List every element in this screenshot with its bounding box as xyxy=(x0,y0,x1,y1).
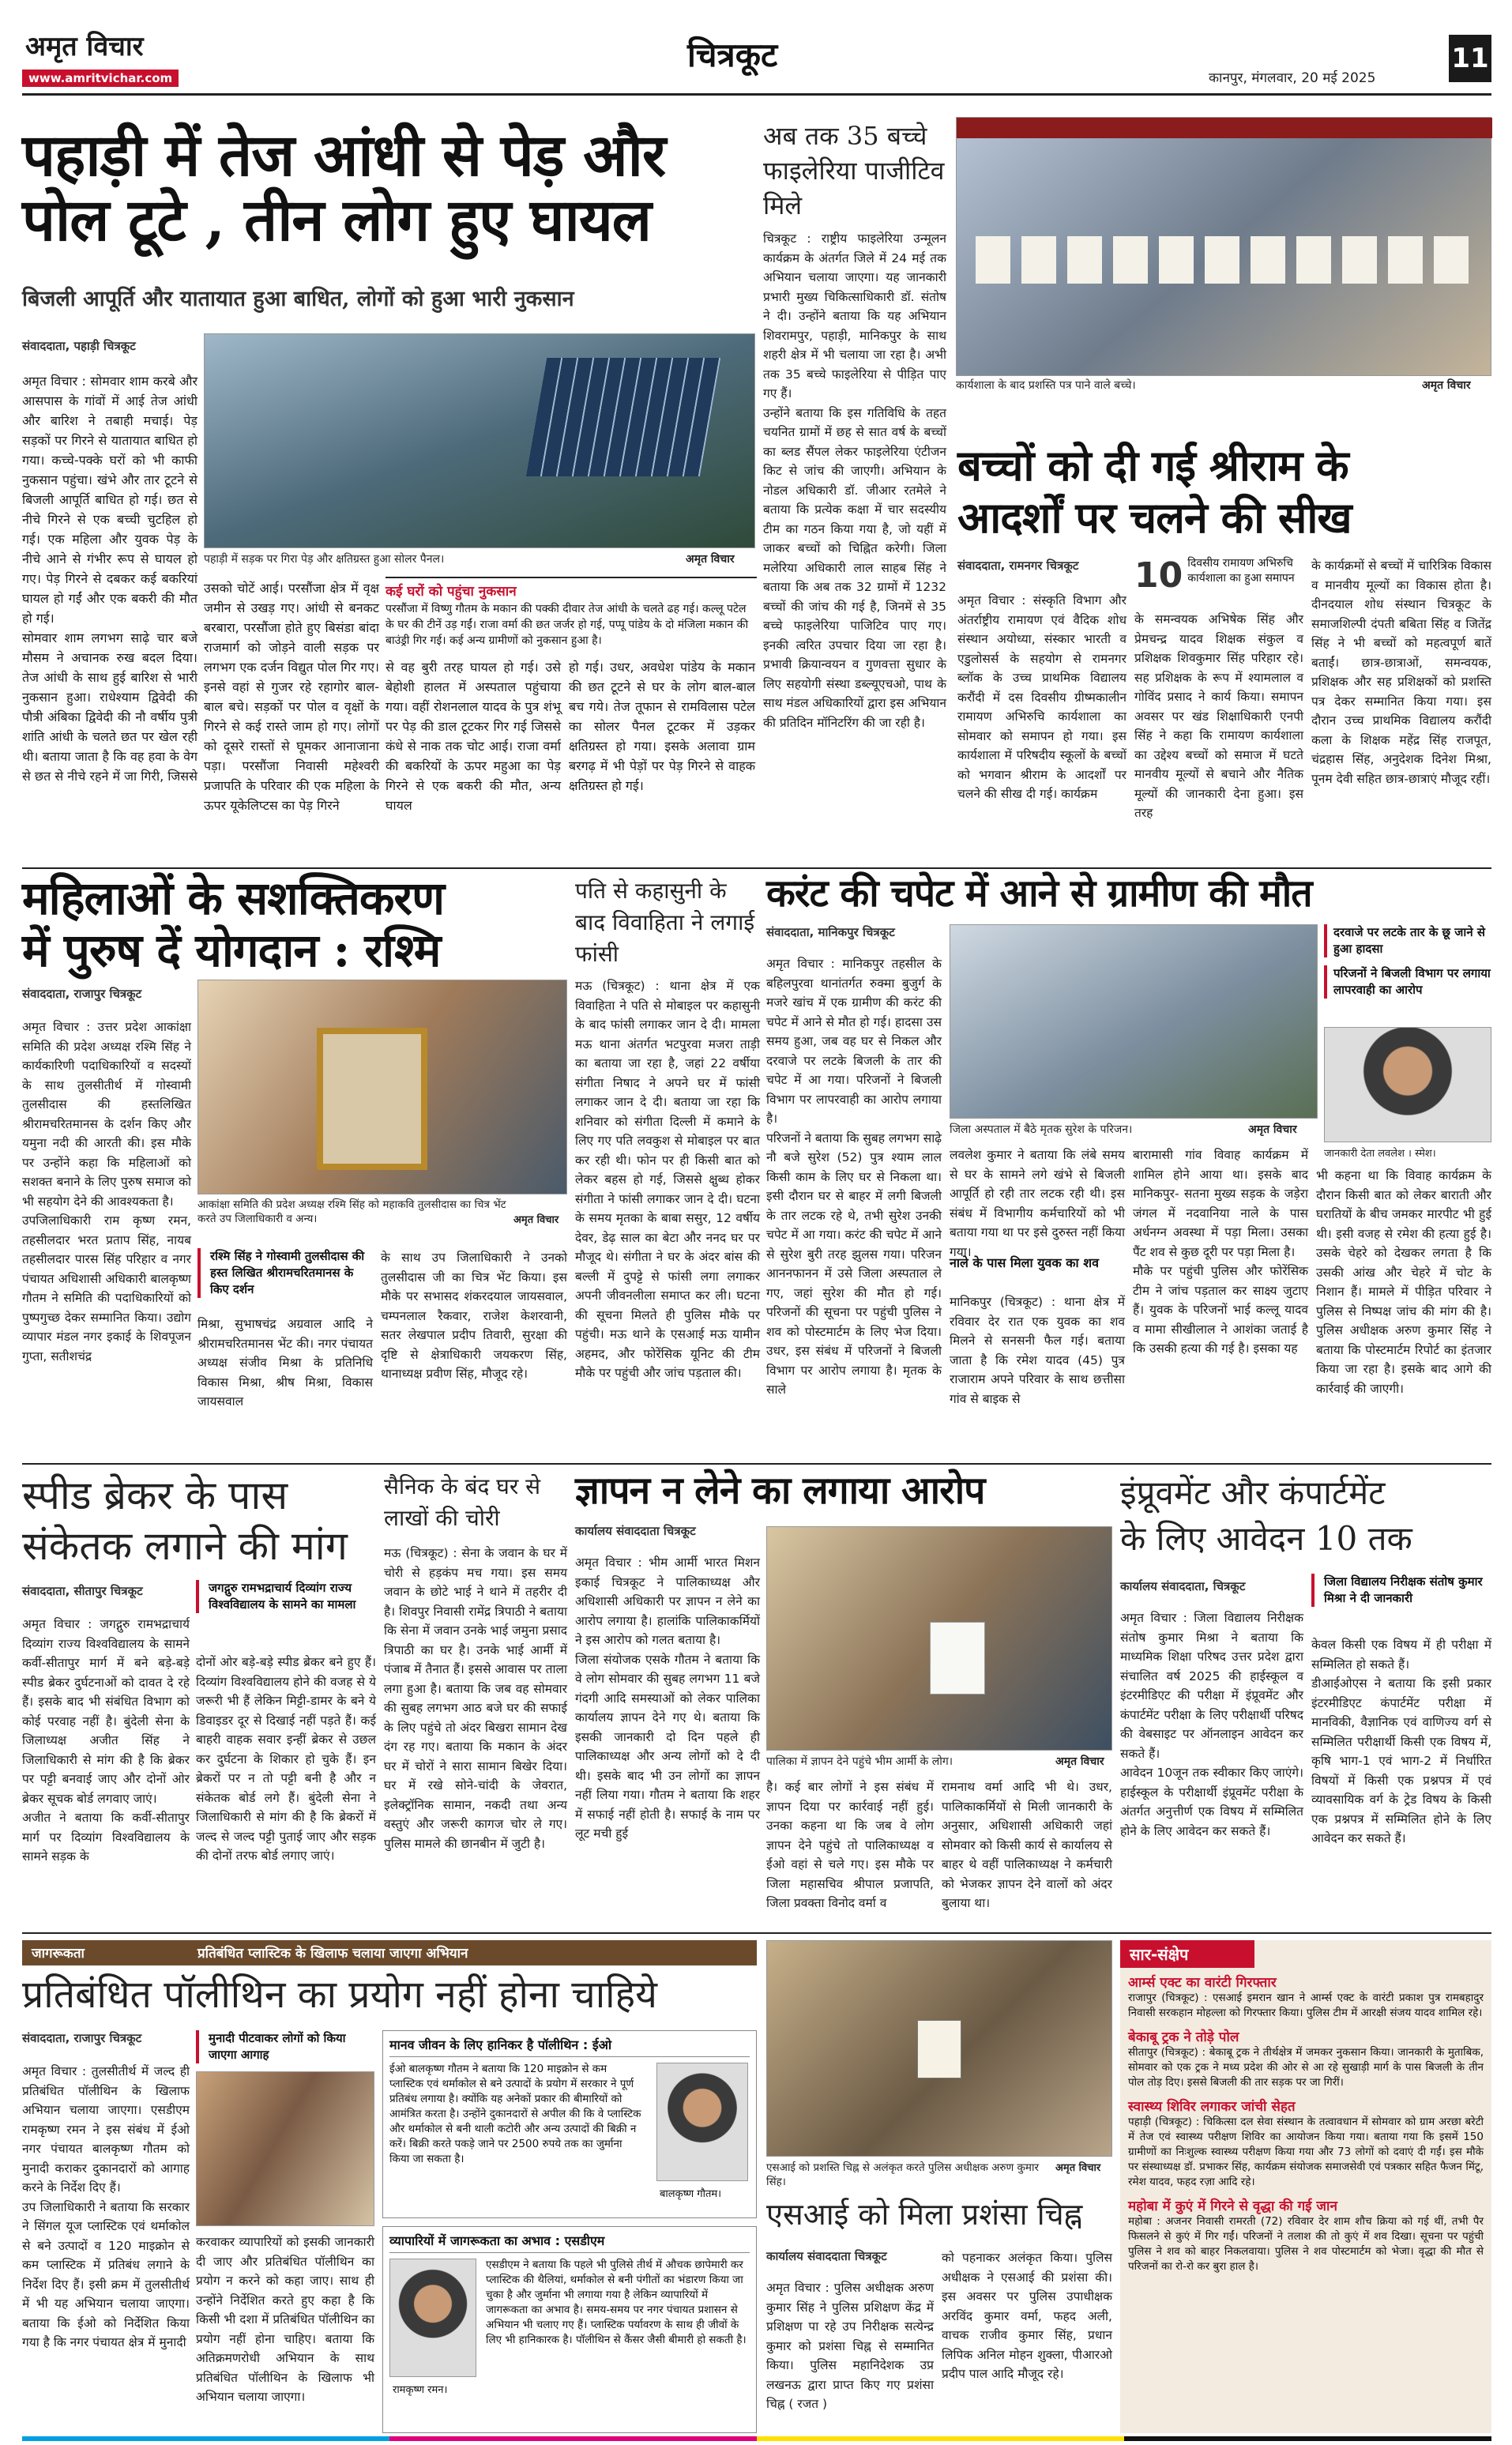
lead-column-2: उसको चोटें आई। परसौंजा क्षेत्र में वृक्ष जमीन से उखड़ गए। आंधी से बनकट बरबारा, परसौंजा होते हुए बिसंडा बांदा राजमार्ग को जोड़ने वाली सड़क पर लगभग एक दर्जन विद्युत पोल गिर गए। इनसे वहां से गुजर रहे रहागोर बाल-बाल बचे। सड़कों पर पोल व वृक्षों के गिरने से कई रास्ते जाम हो गए। लोगों को दूसरे रास्तों से घूमकर आनाजाना पड़ा। परसौंजा निवासी महेश्वरी प्रजापति के परिवार की एक महिला के ऊपर यूकेलिप्टस का पेड़ गिरने xyxy=(204,581,379,813)
memo-column-3: रामनाथ वर्मा आदि भी थे। उधर, पालिकाकर्मियों से मिली जानकारी के अनुसार, अधिशासी अधिकारी जहां सोमवार को किसी कार्य से कार्यालय से बाहर थे वहीं पालिकाध्यक्ष ने कर्मचारी को भेजकर ज्ञापन देने वालों को अंदर बुलाया था। xyxy=(942,1780,1112,1910)
current-column-2b: मानिकपुर (चित्रकूट) : थाना क्षेत्र में रविवार देर रात एक युवक का शव मिलने से सनसनी फैल गई। बताया जाता है कि रमेश यादव (45) पुत्र राजाराम अपने परिवार के साथ छत्तीसा गांव से बाइक से xyxy=(950,1295,1125,1406)
current-headline: करंट की चपेट में आने से ग्रामीण की मौत xyxy=(766,871,1312,916)
polythene-column-1: अमृत विचार : तुलसीतीर्थ में जल्द ही प्रतिबंधित पॉलीथिन के खिलाफ अभियान चलाया जाएगा। एसडीएम रामकृष्ण रमन ने इस संबंध में ईओ नगर पंचायत बालकृष्ण गौतम को मुनादी कराकर दुकानदारों को आगाह करने के निर्देश दिए हैं। उप जिलाधिकारी ने बताया कि सरकार ने सिंगल यूज प्लास्टिक एवं थर्माकोल से बने उत्पादों व 120 माइक्रोन से कम प्लास्टिक में प्रतिबंध लगाने के निर्देश दिए हैं। इसी क्रम में तुलसीतीर्थ में भी यह अभियान चलाया जाएगा। बताया कि ईओ को निर्देशित किया गया है कि नगर पंचायत क्षेत्र में मुनादी xyxy=(22,2064,190,2349)
shriram-tag xyxy=(1134,556,1303,604)
filaria-text: चित्रकूट : राष्ट्रीय फाइलेरिया उन्मूलन कार्यक्रम के अंतर्गत जिले में 24 मई तक अभियान चलाया जाएगा। यह जानकारी प्रभारी मुख्य चिकित्साधिकारी डॉ. संतोष ने दी। उन्होंने बताया कि यह अभियान शिवरामपुर, पहाड़ी, मानिकपुर के साथ शहरी क्षेत्र में भी चलाया जा रहा है। अभी तक 35 बच्चे फाइलेरिया से पीड़ित पाए गए हैं। उन्होंने बताया कि इस गतिविधि के तहत चयनित ग्रामों में छह से सात वर्ष के बच्चों का ब्लड सैंपल लेकर फाइलेरिया एंटीजन किट से जांच की जाएगी। अभियान के नोडल अधिकारी डॉ. जीआर रतमेले ने बताया कि प्रत्येक कक्षा में चार सदस्यीय टीम का गठन किया गया है, जो यहीं में जाकर बच्चों को चिह्नित करेगी। जिला मलेरिया अधिकारी लाल साहब सिंह ने बताया कि अब तक 32 ग्रामों में 1232 बच्चों की जांच की गई है, जिनमें से 35 बच्चे फाइलेरिया पाजिटिव पाए गए। इनकी त्वरित उपचार दिया जा रहा है। प्रभावी क्रियान्वयन व गुणवत्ता सुधार के लिए सहयोगी संस्था डब्ल्यूएचओ, पाथ के साथ मंडल अधिकारियों द्वारा इस अभियान की प्रतिदिन मॉनिटरिंग की जा रही है। xyxy=(763,231,946,730)
shriram-tag-number: 10 xyxy=(1134,555,1183,596)
memo-column-1: अमृत विचार : भीम आर्मी भारत मिशन इकाई चित्रकूट ने पालिकाध्यक्ष और अधिशासी अधिकारी पर ज्ञापन न लेने का आरोप लगाया है। हालांकि पालिकाकर्मियों ने इस आरोप को गलत बताया है। जिला संयोजक एसके गौतम ने बताया कि वे लोग सोमवार की सुबह लगभग 11 बजे गंदगी आदि समस्याओं को लेकर पालिका कार्यालय ज्ञापन देने गए थे। बताया कि इसकी जानकारी दो दिन पहले ही पालिकाध्यक्ष और अन्य लोगों को दे दी थी। इसके बाद भी उन लोगों का ज्ञापन नहीं लिया गया। गौतम ने बताया कि शहर में सफाई नहीं होती है। सफाई के नाम पर लूट मची हुई xyxy=(575,1555,760,1841)
polythene-quote-1 xyxy=(382,2030,757,2218)
filaria-headline: अब तक 35 बच्चे फाइलेरिया पाजीटिव मिले xyxy=(763,121,945,220)
briefs-panel xyxy=(1120,1940,1491,2433)
shriram-photo-caption: कार्यशाला के बाद प्रशस्ति पत्र पाने वाले बच्चे। xyxy=(956,378,1335,393)
current-bullets xyxy=(1324,924,1491,999)
shriram-photo xyxy=(956,117,1491,376)
shriram-column-3: के कार्यक्रमों से बच्चों में चारित्रिक विकास व मानवीय मूल्यों का विकास होता है। दीनदयाल शोध संस्थान चित्रकूट के समाजशिल्पी दंपती बबिता सिंह व जितेंद्र सिंह ने भी बच्चों को महत्वपूर्ण बातें बताईं। छात्र-छात्राओं, समन्वयक, प्रशिक्षक और सह प्रशिक्षकों को प्रशस्ति पत्र देकर सम्मानित किया गया। इस दौरान उच्च प्राथमिक विद्यालय करौंदी कला के शिक्षक महेंद्र सिंह राजपूत, चंद्रहास सिंह, अनुदेशक दिनेश मिश्रा, पूनम देवी सहित छात्र-छात्राएं मौजूद रहीं। xyxy=(1311,559,1491,786)
brand-logo: अमृत विचार xyxy=(25,31,144,62)
brief-text: सीतापुर (चित्रकूट) : बेकाबू ट्रक ने तीर्थक्षेत्र में जमकर नुकसान किया। जानकारी के मुताबिक, सोमवार को एक ट्रक ने मध्य प्रदेश की ओर से आ रहे सुखाड़ी मार्ग के पास बिजली के तीन पोल तोड़ दिए। इससे बिजली की तार सड़क पर जा गिरीं। xyxy=(1128,2046,1484,2089)
quote-1-text: ईओ बालकृष्ण गौतम ने बताया कि 120 माइक्रोन से कम प्लास्टिक एवं थर्माकोल से बने उत्पादों के प्रयोग में सरकार ने पूर्ण प्रतिबंध लगाया है। क्योंकि यह अनेकों प्रकार की बीमारियों को आमंत्रित करता है। उन्होंने दुकानदारों से अपील की कि वे प्लास्टिक और थर्माकोल से बनी थाली कटोरी और अन्य उत्पादों की बिक्री न करें। बिक्री करते पकड़े जाने पर 2500 रुपये तक का जुर्माना किया जा सकता है। xyxy=(389,2063,641,2165)
polythene-byline: संवाददाता, राजापुर चित्रकूट xyxy=(22,2031,142,2045)
brief-item xyxy=(1128,2097,1484,2190)
improvement-headline-line-1: इंप्रूवमेंट और कंपार्टमेंट xyxy=(1120,1473,1386,1512)
si-photo xyxy=(766,1940,1112,2157)
polythene-headline: प्रतिबंधित पॉलीथिन का प्रयोग नहीं होना चाहिये xyxy=(22,1973,657,2017)
shriram-tag-text: दिवसीय रामायण अभिरुचि कार्यशाला का हुआ समापन xyxy=(1187,557,1295,585)
page-number: 11 xyxy=(1449,35,1491,82)
speed-column-2: दोनों ओर बड़े-बड़े स्पीड ब्रेकर बने हुए हैं। दिव्यांग विश्वविद्यालय होने की वजह से ये जरूरी भी हैं लेकिन मिट्टी-डामर के बने ये डिवाइडर दूर से दिखाई नहीं पड़ते हैं। कई बाहरी वाहक सवार इन्हीं ब्रेकर से उछल कर दुर्घटना के शिकार हो चुके हैं। इन ब्रेकरों पर न तो पट्टी बनी है और न संकेतक बोर्ड लगे हैं। बुंदेली सेना ने जिलाधिकारी से मांग की है कि ब्रेकरों में जल्द से जल्द पट्टी पुताई जाए और सड़क की दोनों तरफ बोर्ड लगाए जाएं। xyxy=(196,1655,376,1863)
brief-title: महोबा में कुएं में गिरने से वृद्धा की गई जान xyxy=(1128,2199,1337,2214)
lead-subhead: बिजली आपूर्ति और यातायात हुआ बाधित, लोगों को हुआ भारी नुकसान xyxy=(22,287,574,311)
speed-headline-line-2: संकेतक लगाने की मांग xyxy=(22,1523,348,1569)
dowry-headline: पति से कहासुनी के बाद विवाहिता ने लगाई फांसी xyxy=(575,878,755,967)
current-column-3: बारामासी गांव विवाह कार्यक्रम में शामिल होने आया था। इसके बाद मानिकपुर- सतना मुख्य सड़क के जड़ेरा जंगल में नदवानिया नाले के पास अर्धनग्न अवस्था में पड़ा मिला। उसका पैंट शव से कुछ दूरी पर पड़ा मिला है। मौके पर पहुंची पुलिस और फोरेंसिक टीम ने जांच पड़ताल कर साक्ष्य जुटाए हैं। युवक के परिजनों भाई कल्लू यादव व मामा सीखीलाल ने आशंका जताई है कि उसकी हत्या की गई है। इसका यह xyxy=(1133,1148,1308,1356)
women-headline-line-2: में पुरुष दें योगदान : रश्मि xyxy=(22,923,441,977)
memo-byline: कार्यालय संवाददाता चित्रकूट xyxy=(575,1524,696,1538)
solar-panel-shape xyxy=(526,358,720,476)
brief-item xyxy=(1128,2027,1484,2090)
current-column-2: लवलेश कुमार ने बताया कि लंबे समय से घर के सामने लगे खंभे से बिजली आपूर्ति हो रही तार लटक रही थी। इस संबंध में विभागीय कर्मचारियों को भी बताया गया था पर इसे दुरुस्त नहीं किया गया। xyxy=(950,1148,1125,1259)
section-rule-1 xyxy=(22,867,1491,869)
current-bullet-1: दरवाजे पर लटके तार के छू जाने से हुआ हादसा xyxy=(1324,924,1491,957)
quote-2-text: एसडीएम ने बताया कि पहले भी पुलिसे तीर्थ में औचक छापेमारी कर प्लास्टिक की थैलियां, थर्माकोल से बनी पंगीतों का भंडारण किया जा चुका है और जुर्माना भी लगाया गया है लेकिन व्यापारियों में जागरूकता का अभाव है। समय-समय पर नगर पंचायत प्रशासन से अभियान भी चलाए गए हैं। प्लास्टिक पर्यावरण के साथ ही जीवों के लिए भी हानिकारक है। पॉलीथिन से कैंसर जैसी बीमारी हो सकती है। xyxy=(486,2259,747,2346)
lead-column-3: से वह बुरी तरह घायल हो गई। उसे बेहोशी हालत में अस्पताल पहुंचाया गया। वहीं रोशनलाल यादव के पुत्र शंभू पर पेड़ की डाल टूटकर गिर गई जिससे कंधे से नाक तक चोट आई। राजा वर्मा की बकरियों के ऊपर महुआ का पेड़ गिरने से एक बकरी की मौत, अन्य घायल xyxy=(386,660,561,813)
quote-1-portrait xyxy=(656,2063,748,2181)
memo-photo-credit: अमृत विचार xyxy=(1055,1755,1104,1768)
brief-text: पहाड़ी (चित्रकूट) : चिकित्सा दल सेवा संस्थान के तत्वावधान में सोमवार को ग्राम अरछा बरेटी में तेज एवं स्वास्थ्य परीक्षण शिविर का आयोजन किया गया। बताया गया कि इसमें 150 ग्रामीणों का निःशुल्क स्वास्थ्य परीक्षण किया गया और 73 लोगों को दवाएं दी गईं। इस मौके पर संस्थाध्यक्ष डॉ. प्रभाकर सिंह, कार्यक्रम संयोजक समाजसेवी एवं पत्रकार सहित फैजन मिंटू, रमेश यादव, फहद रज़ा आदि रहे। xyxy=(1128,2116,1484,2188)
quote-2-title: व्यापारियों में जागरूकता का अभाव : एसडीएम xyxy=(389,2232,750,2253)
portrait-frame xyxy=(317,1028,427,1170)
brief-text: महोबा : अजनर निवासी रामरती (72) रविवार देर शाम शौच क्रिया को गई थीं, तभी पैर फिसलने से कुएं में गिर गईं। परिजनों ने तलाश की तो कुएं में शव दिखा। सूचना पर पहुंची पुलिस ने शव को बाहर निकलवाया। पुलिस ने शव पोस्टमार्टम को भेजा। वृद्धा की मौत से परिजनों का रो-रो कर बुरा हाल है। xyxy=(1128,2215,1484,2273)
lead-column-1: अमृत विचार : सोमवार शाम करबे और आसपास के गांवों में आई तेज आंधी और बारिश ने तबाही मचाई। पेड़ सड़कों पर गिरने से यातायात बाधित हो गया। कच्चे-पक्के घरों को भी काफी नुकसान पहुंचा। खंभे और तार टूटने से बिजली आपूर्ति बाधित हो गई। छत से नीचे गिरने से एक बच्ची चुटहिल हो गई। एक महिला और युवक पेड़ के नीचे आने से गंभीर रूप से घायल हो गए। पेड़ गिरने से दबकर कई बकरियां घायल हो गईं और एक बकरी की मौत हो गई। सोमवार शाम लगभग साढ़े चार बजे मौसम ने अचानक रुख बदल दिया। तेज आंधी के साथ हुई बारिश से भारी नुकसान हुआ। राधेश्याम द्विवेदी की पौत्री अंबिका द्विवेदी की नौ वर्षीय पुत्री शांति आंधी के चलते छत पर खेल रही थी। बताया जाता है कि वह हवा के वेग से छत से नीचे रहने में जा गिरी, जिससे xyxy=(22,374,197,784)
speed-side-title: जगद्गुरु रामभद्राचार्य दिव्यांग राज्य विश्वविद्यालय के सामने का मामला xyxy=(196,1580,376,1613)
women-byline: संवाददाता, राजापुर चित्रकूट xyxy=(22,987,142,1001)
improvement-byline: कार्यालय संवाददाता, चित्रकूट xyxy=(1120,1579,1246,1593)
speed-byline: संवाददाता, सीतापुर चित्रकूट xyxy=(22,1584,143,1598)
current-bullet-2: परिजनों ने बिजली विभाग पर लगाया लापरवाही का आरोप xyxy=(1324,965,1491,999)
women-side-title: रश्मि सिंह ने गोस्वामी तुलसीदास की हस्त लिखित श्रीरामचरितमानस के किए दर्शन xyxy=(197,1248,373,1298)
si-photo-caption: एसआई को प्रशस्ति चिह्न से अलंकृत करते पुलिस अधीक्षक अरुण कुमार सिंह। xyxy=(766,2160,1051,2188)
lead-box-text: परसौंजा में विष्णु गौतम के मकान की पक्की दीवार तेज आंधी के चलते ढह गई। कल्लू पटेल के घर की टीनें उड़ गईं। राजा वर्मा की छत जर्जर हो गई, पप्पू पांडेय के दो मंजिला मकान की बाउंड्री गिर गई। कई अन्य ग्रामीणों को नुकसान हुआ है। xyxy=(386,603,749,647)
dateline: कानपुर, मंगलवार, 20 मई 2025 xyxy=(1209,70,1376,86)
brief-item xyxy=(1128,1973,1484,2021)
women-photo-credit: अमृत विचार xyxy=(513,1212,559,1226)
polythene-tag: जागरूकता xyxy=(32,1946,85,1962)
lead-box xyxy=(386,577,757,648)
lead-box-title: कई घरों को पहुंचा नुकसान xyxy=(386,584,517,600)
current-inset-photo xyxy=(1324,1027,1491,1142)
lead-column-4: हो गई। उधर, अवधेश पांडेय के मकान की छत टूटने से घर के लोग बाल-बाल बच गये। तेज तूफान से रामविलास पटेल का सोलर पैनल टूटकर में उड़कर क्षतिग्रस्त हो गया। इसके अलावा ग्राम बरगढ़ में भी पेड़ों पर पेड़ गिरने से वाहक क्षतिग्रस्त हो गई। xyxy=(569,660,755,793)
section-rule-3 xyxy=(22,1932,1491,1934)
women-column-2: मिश्रा, सुभाषचंद्र अग्रवाल आदि ने श्रीरामचरितमानस भेंट की। नगर पंचायत अध्यक्ष संजीव मिश्रा के प्रतिनिधि विकास मिश्रा, श्रीष मिश्रा, विकास जायसवाल xyxy=(197,1317,373,1409)
women-column-1: अमृत विचार : उत्तर प्रदेश आकांक्षा समिति की प्रदेश अध्यक्ष रश्मि सिंह ने कार्यकारिणी पदाधिकारियों व सदस्यों के साथ तुलसीतीर्थ में गोस्वामी तुलसीदास की हस्तलिखित श्रीरामचरितमानस के दर्शन किए और यमुना नदी की आरती की। इस मौके पर उन्होंने कहा कि महिलाओं को सशक्त बनाने के लिए पुरुष समाज को भी सहयोग देने की आवश्यकता है। उपजिलाधिकारी राम कृष्ण रमन, तहसीलदार भरत प्रताप सिंह, नायब तहसीलदार पारस सिंह परिहार व नगर पंचायत अधिशासी अधिकारी बालकृष्ण गौतम ने समिति की पदाधिकारियों को पुष्पगुच्छ देकर सम्मानित किया। उद्योग व्यापार मंडल नगर इकाई के शिवपूजन गुप्ता, सतीशचंद्र xyxy=(22,1020,191,1364)
si-byline: कार्यालय संवाददाता चित्रकूट xyxy=(766,2249,887,2263)
school-banner xyxy=(957,118,1492,138)
polythene-quote-2 xyxy=(382,2226,757,2433)
masthead-rule xyxy=(22,93,1491,96)
theft-text: मऊ (चित्रकूट) : सेना के जवान के घर में चोरी से हड़कंप मच गया। इस समय जवान के छोटे भाई ने थाने में तहरीर दी है। शिवपुर निवासी रामेंद्र त्रिपाठी ने बताया कि सेना में जवान उनके भाई जमुना प्रसाद त्रिपाठी का घर है। उनके भाई आर्मी में पंजाब में तैनात हैं। इससे आवास पर ताला लगा हुआ है। बताया कि जब वह सोमवार की सुबह लगभग आठ बजे घर की सफाई के लिए पहुंचे तो अंदर बिखरा सामान देख दंग रह गए। बताया कि मकान के अंदर घर में चोरों ने सारा सामान बिखेर दिया। घर में रखे सोने-चांदी के जेवरात, इलेक्ट्रॉनिक सामान, नकदी तथा अन्य वस्तुएं और जरूरी कागज चोर ले गए। पुलिस मामले की छानबीन में जुटी है। xyxy=(384,1546,567,1851)
briefs-title: सार-संक्षेप xyxy=(1120,1940,1254,1968)
shriram-column-2: के समन्वयक अभिषेक सिंह और प्रेमचन्द्र यादव शिक्षक संकुल व प्रशिक्षक शिवकुमार सिंह परिहार रहे। सह प्रशिक्षक के रूप में श्यामलाल व गोविंद प्रसाद ने कार्य किया। समापन अवसर पर खंड शिक्षाधिकारी एनपी सिंह ने कहा कि रामायण कार्यशाला का उद्देश्य बच्चों को समाज में घटते मानवीय मूल्यों से बचाने और नैतिक मूल्यों की जानकारी देना हुआ। इस तरह xyxy=(1134,612,1303,820)
quote-1-caption: बालकृष्ण गौतम। xyxy=(660,2188,722,2200)
brand-website[interactable]: www.amritvichar.com xyxy=(22,70,179,87)
certificate-row xyxy=(976,236,1473,284)
women-photo-caption: आकांक्षा समिति की प्रदेश अध्यक्ष रश्मि सिंह को महाकवि तुलसीदास का चित्र भेंट करते उप जिलाधिकारी व अन्य। xyxy=(197,1198,513,1226)
brief-title: स्वास्थ्य शिविर लगाकर जांची सेहत xyxy=(1128,2099,1296,2115)
si-headline: एसआई को मिला प्रशंसा चिह्न xyxy=(766,2197,1083,2232)
women-headline-line-1: महिलाओं के सशक्तिकरण xyxy=(22,871,445,925)
current-inset-caption: जानकारी देता लवलेश । स्मेश। xyxy=(1324,1145,1491,1160)
quote-1-title: मानव जीवन के लिए हानिकर है पॉलीथिन : ईओ xyxy=(389,2036,750,2057)
current-column-1: अमृत विचार : मानिकपुर तहसील के बहिलपुरवा थानांतर्गत रुक्मा बुजुर्ग के मजरे खांच में एक ग्रामीण की करंट की चपेट में आने से मौत हो गई। हादसा उस समय हुआ, जब वह घर से निकल और दरवाजे पर लटके बिजली के तार की चपेट में आ गया। परिजनों ने बिजली विभाग पर लापरवाही का आरोप लगाया है। परिजनों ने बताया कि सुबह लगभग साढ़े नौ बजे सुरेश (52) पुत्र श्याम लाल किसी काम के लिए घर से निकला था। इसी दौरान घर से बाहर में लगी बिजली के तार लटक रहे थे, तभी सुरेश उनकी चपेट में आ गया। करंट की चपेट में आने से सुरेश बुरी तरह झुलस गया। परिजन आननफानन में उसे जिला अस्पताल ले गए, जहां सुरेश की मौत हो गई। परिजनों की सूचना पर पहुंची पुलिस ने शव को पोस्टमार्टम के लिए भेज दिया। उधर, इस संबंध में परिजनों ने बिजली विभाग पर आरोप लगाया है। मृतक के साले xyxy=(766,957,942,1397)
memo-document xyxy=(930,1622,985,1695)
dowry-text: मऊ (चित्रकूट) : थाना क्षेत्र में एक विवाहिता ने पति से मोबाइल पर कहासुनी के बाद फांसी लगाकर जान दे दी। मामला मऊ थाना अंतर्गत भटपुरवा मजरा ताड़ी का बताया जा रहा है, जहां 22 वर्षीया संगीता निषाद ने अपने घर में फांसी लगाकर जान दे दी। बताया जा रहा कि शनिवार को संगीता दिल्ली में कमाने के लिए गए पति लवकुश से मोबाइल पर बात कर रही थी। फोन पर ही किसी बात को लेकर बहस हो गई, जिससे क्षुब्ध होकर संगीता ने फांसी लगाकर जान दे दी। घटना के समय मृतका के बाबा ससुर, 12 वर्षीय देवर, डेढ़ साल का बेटा और ननद घर पर मौजूद थे। संगीता ने घर के अंदर बांस की बल्ली में दुपट्टे से फांसी लगा लगाकर अपनी जीवनलीला समाप्त कर ली। घटना की सूचना मिलते ही पुलिस मौके पर पहुंची। मऊ थाने के एसआई मऊ यामीन अहमद, और फोरेंसिक यूनिट की टीम मौके पर पहुंची और जांच पड़ताल की। xyxy=(575,979,760,1380)
polythene-column-2: करवाकर व्यापारियों को इसकी जानकारी दी जाए और प्रतिबंधित पॉलीथिन का प्रयोग न करने को कहा जाए। साथ ही उन्होंने निर्देशित करते हुए कहा है कि किसी भी दशा में प्रतिबंधित पॉलीथिन का प्रयोग नहीं होना चाहिए। बताया कि अतिक्रमणरोधी अभियान के साथ प्रतिबंधित पॉलीथिन के खिलाफ भी अभियान चलाया जाएगा। xyxy=(196,2235,374,2404)
shriram-headline-line-2: आदर्शों पर चलने की सीख xyxy=(957,492,1352,543)
theft-headline: सैनिक के बंद घर से लाखों की चोरी xyxy=(384,1473,541,1531)
current-subhead: नाले के पास मिला युवक का शव xyxy=(950,1255,1100,1270)
shriram-byline: संवाददाता, रामनगर चित्रकूट xyxy=(957,559,1079,573)
memo-headline: ज्ञापन न लेने का लगाया आरोप xyxy=(575,1469,985,1513)
current-photo-caption: जिला अस्पताल में बैठे मृतक सुरेश के परिजन। xyxy=(950,1122,1234,1137)
women-column-3: के साथ उप जिलाधिकारी ने उनको तुलसीदास जी का चित्र भेंट किया। इस मौके पर सभासद शंकरदयाल जायसवाल, चम्पनलाल रैकवार, राजेश केशरवानी, सतर लेखपाल प्रदीप तिवारी, सुरक्षा की दृष्टि से क्षेत्राधिकारी जयकरण सिंह, थानाध्यक्ष प्रवीण सिंह, मौजूद रहे। xyxy=(381,1251,567,1381)
current-photo-credit: अमृत विचार xyxy=(1248,1123,1297,1136)
improvement-column-1: अमृत विचार : जिला विद्यालय निरीक्षक संतोष कुमार मिश्रा ने बताया कि माध्यमिक शिक्षा परिषद उत्तर प्रदेश द्वारा संचालित वर्ष 2025 की हाईस्कूल व इंटरमीडिएट की परीक्षा में इंप्रूवमेंट और कंपार्टमेंट परीक्षा के लिए परीक्षार्थी परिषद की वेबसाइट पर ऑनलाइन आवेदन कर सकते हैं। आवेदन 10जून तक स्वीकार किए जाएंगे। हाईस्कूल के परीक्षार्थी इंप्रूवमेंट परीक्षा के अंतर्गत अनुत्तीर्ण एक विषय में सम्मिलित होने के लिए आवेदन कर सकते हैं। xyxy=(1120,1611,1303,1838)
speed-column-1: अमृत विचार : जगद्गुरु रामभद्राचार्य दिव्यांग राज्य विश्वविद्यालय के सामने कर्वी-सीतापुर मार्ग में बने बड़े-बड़े स्पीड ब्रेकर दुर्घटनाओं को दावत दे रहे हैं। इसके बाद भी संबंधित विभाग को कोई परवाह नहीं है। बुंदेली सेना के जिलाध्यक्ष अजीत सिंह ने जिलाधिकारी से मांग की है कि ब्रेकर पर पट्टी बनवाई जाए और दोनों ओर ब्रेकर सूचक बोर्ड लगवाए जाएं। अजीत ने बताया कि कर्वी-सीतापुर मार्ग पर दिव्यांग विश्वविद्यालय के सामने सड़क के xyxy=(22,1617,190,1864)
memo-photo xyxy=(766,1526,1112,1751)
memo-photo-caption: पालिका में ज्ञापन देने पहुंचे भीम आर्मी के लोग। xyxy=(766,1754,1019,1769)
current-byline: संवाददाता, मानिकपुर चित्रकूट xyxy=(766,925,895,939)
improvement-headline-line-2: के लिए आवेदन 10 तक xyxy=(1120,1519,1412,1558)
si-column-1: अमृत विचार : पुलिस अधीक्षक अरुण कुमार सिंह ने पुलिस प्रशिक्षण केंद्र में प्रशिक्षण पा रहे उप निरीक्षक सत्येन्द्र कुमार को प्रशंसा चिह्न से सम्मानित किया। पुलिस महानिदेशक उप्र लखनऊ द्वारा प्राप्त किए गए प्रशंसा चिह्न ( रजत ) xyxy=(766,2281,934,2411)
memo-column-2: है। कई बार लोगों ने इस संबंध में ज्ञापन दिया पर कार्रवाई नहीं हुई। उनका कहना था कि जब वे लोग ज्ञापन देने पहुंचे तो पालिकाध्यक्ष व ईओ वहां से चले गए। इस मौके पर जिला महासचिव श्रीपाल प्रजापति, जिला प्रवक्ता विनोद वर्मा व xyxy=(766,1780,934,1910)
speed-headline-line-1: स्पीड ब्रेकर के पास xyxy=(22,1473,288,1518)
improvement-side-title: जिला विद्यालय निरीक्षक संतोष कुमार मिश्रा ने दी जानकारी xyxy=(1311,1574,1491,1607)
shriram-headline-line-1: बच्चों को दी गई श्रीराम के xyxy=(957,440,1348,491)
lead-byline: संवाददाता, पहाड़ी चित्रकूट xyxy=(22,339,136,353)
lead-photo-caption: पहाड़ी में सड़क पर गिरा पेड़ और क्षतिग्रस्त हुआ सोलर पैनल। xyxy=(204,551,646,566)
quote-2-caption: रामकृष्ण रमन। xyxy=(393,2384,448,2396)
shriram-column-1: अमृत विचार : संस्कृति विभाग और अंतर्राष्ट्रीय रामायण एवं वैदिक शोध संस्थान अयोध्या, संस्कार भारती व एडुलोसर्स के सहयोग से रामनगर ब्लॉक के उच्च प्राथमिक विद्यालय करौंदी में दस दिवसीय ग्रीष्मकालीन रामायण अभिरुचि कार्यशाला का सोमवार को समापन हो गया। इस कार्यशाला में परिषदीय स्कूलों के बच्चों को भगवान श्रीराम के आदर्शों पर चलने की सीख दी गई। कार्यक्रम xyxy=(957,593,1126,801)
brief-title: बेकाबू ट्रक ने तोड़े पोल xyxy=(1128,2029,1239,2045)
award-certificate xyxy=(917,2020,961,2078)
si-column-2: को पहनाकर अलंकृत किया। पुलिस अधीक्षक ने एसआई की प्रशंसा की। इस अवसर पर पुलिस उपाधीक्षक अरविंद कुमार वर्मा, फहद अली, वाचक राजीव कुमार सिंह, प्रधान लिपिक अनिल मोहन शुक्ला, पीआरओ प्रदीप पाल आदि मौजूद रहे। xyxy=(942,2251,1112,2381)
lead-headline-line-1: पहाड़ी में तेज आंधी से पेड़ और xyxy=(22,122,666,190)
section-rule-2 xyxy=(22,1463,1491,1465)
lead-headline-line-2: पोल टूटे , तीन लोग हुए घायल xyxy=(22,186,651,254)
women-photo xyxy=(197,980,567,1194)
brief-item xyxy=(1128,2196,1484,2274)
current-column-4: भी कहना था कि विवाह कार्यक्रम के दौरान किसी बात को लेकर बाराती और घरातियों के बीच जमकर मारपीट भी हुई थी। इसी वजह से रमेश की हत्या हुई है। उसके चेहरे को देखकर लगता है कि उसकी आंख और चेहरे में चोट के निशान हैं। मामले में पीड़ित परिवार ने पुलिस से निष्पक्ष जांच की मांग की है। पुलिस अधीक्षक अरुण कुमार सिंह ने बताया कि पोस्टमार्टम रिपोर्ट का इंतजार किया जा रहा है। इसके बाद आगे की कार्रवाई की जाएगी। xyxy=(1316,1168,1491,1396)
quote-2-portrait xyxy=(389,2259,476,2377)
improvement-column-2: केवल किसी एक विषय में ही परीक्षा में सम्मिलित हो सकते हैं। डीआईओएस ने बताया कि इसी प्रकार इंटरमीडिएट कंपार्टमेंट परीक्षा में मानविकी, वैज्ञानिक एवं वाणिज्य वर्ग से सम्मिलित परीक्षार्थी किसी एक विषय में, कृषि भाग-1 एवं भाग-2 में निर्धारित विषयों में किसी एक प्रश्नपत्र में एवं व्यावसायिक वर्ग के ट्रेड विषय के किसी एक प्रश्नपत्र में सम्मिलित होने के लिए आवेदन कर सकते हैं। xyxy=(1311,1638,1491,1845)
polythene-photo xyxy=(196,2071,374,2226)
color-bar xyxy=(22,2436,1491,2441)
brief-text: राजापुर (चित्रकूट) : एसआई इमरान खान ने आर्म्स एक्ट के वारंटी प्रकाश पुत्र रामबहादुर निवासी सरकहान मोहल्ला को गिरफ्तार किया। पुलिस टीम में आरक्षी संजय यादव शामिल रहे। xyxy=(1128,1992,1484,2019)
masthead xyxy=(0,0,1512,95)
lead-photo-credit: अमृत विचार xyxy=(686,553,735,566)
polythene-side-title: मुनादी पीटवाकर लोगों को किया जाएगा आगाह xyxy=(196,2030,374,2063)
brief-title: आर्म्स एक्ट का वारंटी गिरफ्तार xyxy=(1128,1975,1277,1991)
current-photo xyxy=(950,924,1318,1119)
si-photo-credit: अमृत विचार xyxy=(1055,2160,1100,2174)
shriram-photo-credit: अमृत विचार xyxy=(1422,379,1471,392)
section-title: चित्रकूट xyxy=(687,36,778,74)
lead-photo xyxy=(204,333,755,548)
polythene-tagline: प्रतिबंधित प्लास्टिक के खिलाफ चलाया जाएगा अभियान xyxy=(197,1946,468,1962)
